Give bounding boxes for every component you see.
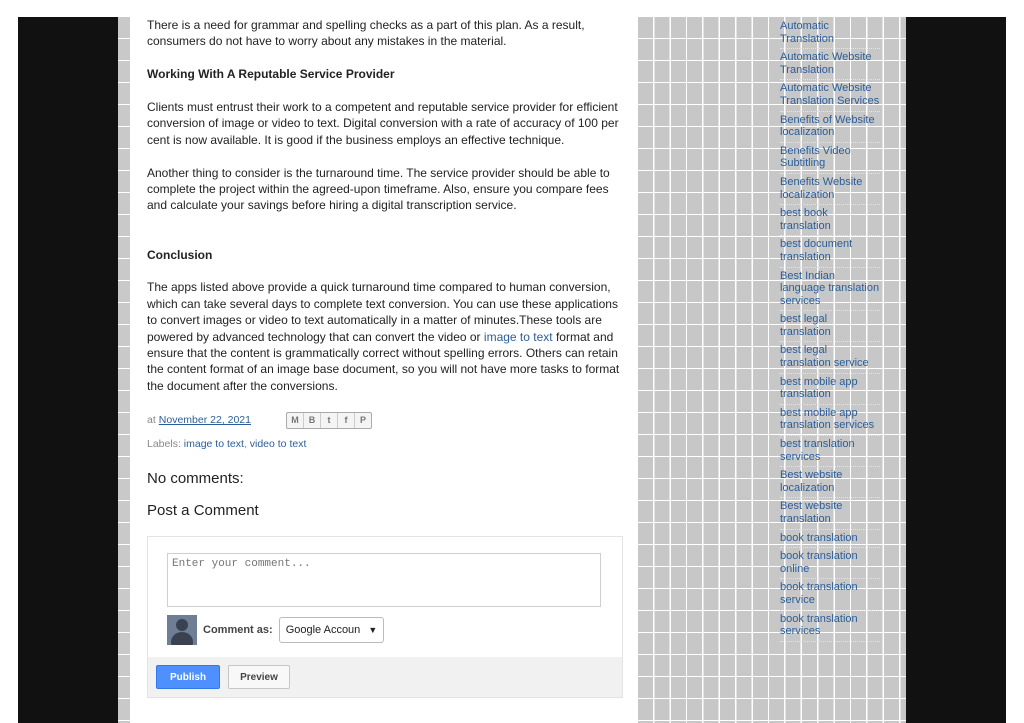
image-to-text-link[interactable]: image to text bbox=[483, 329, 553, 344]
sidebar-label-item bbox=[780, 311, 880, 342]
sidebar-label-list bbox=[780, 18, 880, 642]
sidebar-label-link[interactable]: best legal translation service bbox=[780, 344, 869, 370]
post-timestamp-link[interactable]: November 22, 2021 bbox=[158, 414, 251, 427]
sidebar-label-item bbox=[780, 498, 880, 529]
section-heading: Conclusion bbox=[147, 247, 213, 262]
section-heading: Working With A Reputable Service Provider bbox=[147, 67, 395, 82]
sidebar-label-item bbox=[780, 80, 880, 111]
right-dark-band bbox=[906, 17, 1006, 723]
sidebar-label-link[interactable]: book translation online bbox=[780, 550, 858, 575]
facebook-icon[interactable]: f bbox=[338, 413, 355, 428]
sidebar-label-item bbox=[780, 342, 880, 373]
share-buttons bbox=[286, 412, 372, 429]
blogger-icon[interactable]: B bbox=[304, 413, 321, 428]
preview-button[interactable]: Preview bbox=[228, 665, 290, 689]
comment-button-bar bbox=[148, 657, 622, 697]
sidebar-label-link[interactable]: book translation services bbox=[780, 612, 858, 638]
sidebar-label-link[interactable]: Best website localization bbox=[780, 469, 843, 494]
sidebar-label-item bbox=[780, 530, 880, 549]
pinterest-icon[interactable]: P bbox=[359, 415, 366, 426]
at-label: at bbox=[147, 414, 156, 427]
sidebar-label-link[interactable]: best translation services bbox=[780, 438, 855, 463]
sidebar-label-item bbox=[780, 143, 880, 174]
label-link[interactable]: image to text bbox=[183, 438, 244, 451]
sidebar-label-link[interactable]: best mobile app translation services bbox=[780, 406, 875, 432]
sidebar-label-link[interactable]: best document translation bbox=[780, 238, 853, 263]
sidebar-label-item bbox=[780, 18, 880, 49]
sidebar-label-item bbox=[780, 112, 880, 143]
sidebar-label-link[interactable]: best legal translation bbox=[780, 313, 831, 338]
sidebar-label-item bbox=[780, 467, 880, 498]
sidebar-label-link[interactable]: best book translation bbox=[780, 207, 831, 232]
post-body bbox=[147, 17, 623, 531]
post-comment-heading: Post a Comment bbox=[147, 502, 259, 520]
label-link[interactable]: video to text bbox=[249, 438, 307, 451]
sidebar-label-link[interactable]: best mobile app translation bbox=[780, 375, 858, 401]
avatar bbox=[167, 615, 197, 645]
paragraph: There is a need for grammar and spelling checks as a part of this plan. As a result, consumers do not have to worry about any mistakes in the material. bbox=[147, 18, 585, 49]
twitter-icon[interactable]: t bbox=[321, 413, 338, 428]
sidebar-label-link[interactable]: Automatic Website Translation Services bbox=[780, 82, 880, 107]
sidebar-label-item bbox=[780, 236, 880, 267]
no-comments-heading: No comments: bbox=[147, 469, 244, 487]
account-select[interactable]: Google Accoun ▼ bbox=[279, 617, 385, 643]
post-footer bbox=[147, 411, 623, 455]
sidebar-label-item bbox=[780, 405, 880, 436]
publish-button[interactable]: Publish bbox=[156, 665, 220, 689]
sidebar-label-item bbox=[780, 374, 880, 405]
sidebar-label-item bbox=[780, 268, 880, 312]
sidebar-label-link[interactable]: Benefits Website localization bbox=[780, 175, 863, 201]
post-labels: Labels: image to text , video to text bbox=[147, 435, 623, 455]
sidebar-label-link[interactable]: book translation service bbox=[780, 581, 858, 606]
sidebar-label-item bbox=[780, 436, 880, 467]
comment-form bbox=[147, 536, 623, 698]
sidebar-label-item bbox=[780, 49, 880, 80]
sidebar-label-link[interactable]: Automatic Translation bbox=[780, 20, 835, 45]
left-dark-band bbox=[18, 17, 118, 723]
sidebar-label-item bbox=[780, 579, 880, 610]
sidebar-label-link[interactable]: Automatic Website Translation bbox=[780, 51, 872, 76]
sidebar-label-link[interactable]: Benefits of Website localization bbox=[780, 113, 875, 139]
sidebar-label-link[interactable]: Best Indian language translation services bbox=[780, 269, 880, 307]
sidebar-label-link[interactable]: book translation bbox=[780, 531, 858, 544]
sidebar-label-item bbox=[780, 205, 880, 236]
email-icon[interactable]: M bbox=[287, 413, 304, 428]
left-decorative-rail bbox=[118, 17, 130, 723]
comment-input[interactable] bbox=[167, 553, 601, 607]
comment-as-label: Comment as: bbox=[203, 624, 273, 636]
sidebar-label-link[interactable]: Benefits Video Subtitling bbox=[780, 144, 851, 170]
sidebar-label-item bbox=[780, 548, 880, 579]
sidebar-label-item bbox=[780, 611, 880, 642]
paragraph: The apps listed above provide a quick turnaround time compared to human conversion, which can take several days to complete text conversion. You can use these applications to convert images or video to text automatically in a matter of minutes.These tools are powered by advanced technology that can convert the video or image to text format and ensure that the content is grammatically correct without spelling errors. Others can retain the content format of an image base document, so you will not have more tasks to format the document after the conversions. bbox=[147, 280, 620, 393]
paragraph: Clients must entrust their work to a competent and reputable service provider for efficient conversion of image or video to text. Digital conversion with a rate of accuracy of 100 per cent is now available. It is good if the business employs an effective technique. bbox=[147, 100, 619, 147]
sidebar-label-link[interactable]: Best website translation bbox=[780, 500, 843, 525]
paragraph: Another thing to consider is the turnaround time. The service provider should be able to complete the project within the agreed-upon timeframe. Also, ensure you compare fees and calculate your savings before hiring a digital transcription service. bbox=[147, 165, 610, 213]
chevron-down-icon: ▼ bbox=[368, 625, 378, 635]
sidebar-label-item bbox=[780, 174, 880, 205]
